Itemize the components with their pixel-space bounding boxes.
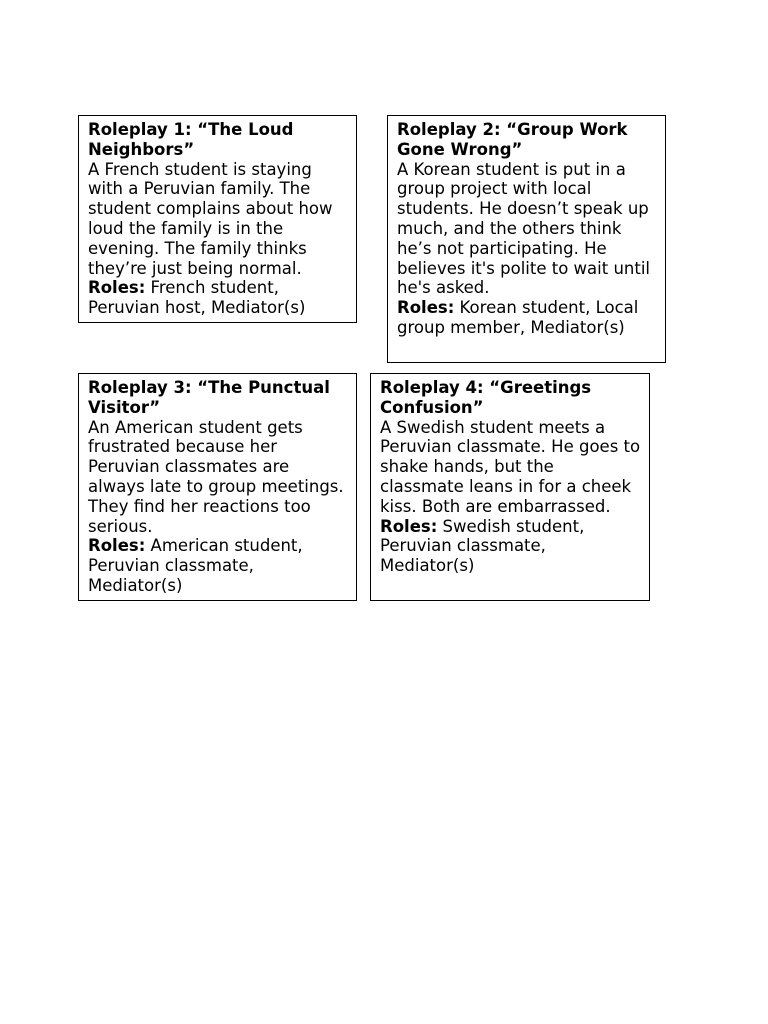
roleplay-card-2 — [387, 115, 666, 363]
card-description: A Korean student is put in a group project with local students. He doesn’t speak up much, and the others think he’s not participating. He believes it's polite to wait until he's asked. — [397, 159, 651, 298]
roleplay-card-4 — [370, 373, 650, 601]
roleplay-card-1 — [78, 115, 357, 323]
card-roles — [88, 278, 348, 318]
card-title: Roleplay 4: “Greetings Confusion” — [380, 378, 592, 417]
roleplay-card-3 — [78, 373, 357, 601]
card-description: An American student gets frustrated because her Peruvian classmates are always late to group meetings. They find her reactions too serious. — [88, 417, 344, 536]
card-description: A Swedish student meets a Peruvian classmate. He goes to shake hands, but the classmate leans in for a cheek kiss. Both are embarrassed. — [380, 417, 641, 516]
roles-label: Roles: — [397, 298, 455, 318]
roles-text: American student, Peruvian classmate, Mediator(s) — [88, 536, 303, 595]
roles-label: Roles: — [380, 516, 438, 536]
card-roles — [397, 298, 657, 338]
card-roles — [88, 536, 348, 595]
card-roles — [380, 517, 641, 576]
roles-text: Swedish student, Peruvian classmate, Mediator(s) — [380, 516, 585, 576]
roles-text: Korean student, Local group member, Mediator(s) — [397, 298, 639, 337]
card-title: Roleplay 2: “Group Work Gone Wrong” — [397, 120, 628, 159]
card-title: Roleplay 1: “The Loud Neighbors” — [88, 120, 294, 159]
roles-text: French student, Peruvian host, Mediator(s) — [88, 278, 306, 318]
card-title: Roleplay 3: “The Punctual Visitor” — [88, 378, 330, 417]
roles-label: Roles: — [88, 536, 146, 556]
roles-label: Roles: — [88, 278, 146, 298]
card-description: A French student is staying with a Peruvian family. The student complains about how loud the family is in the evening. The family thinks they’re just being normal. — [88, 159, 333, 278]
